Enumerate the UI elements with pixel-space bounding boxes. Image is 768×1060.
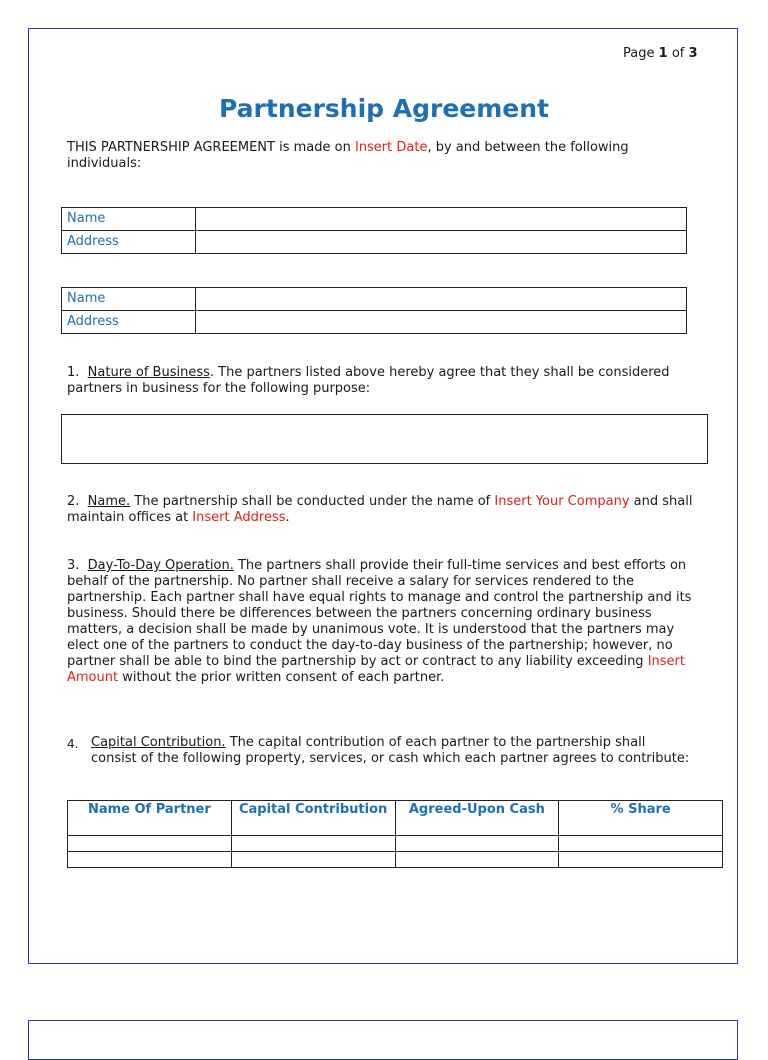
section-3: 3. Day-To-Day Operation. The partners shall provide their full-time services and best efforts on behalf of the partnership. No partner shall receive a salary for services rendered to the partnership. Each partner shall have equal rights to manage and control the partnership and its business. Should there be differences between the partners concerning ordinary business matters, a decision shall be made by unanimous vote. It is understood that the partners may elect one of the partners to conduct the day-to-day business of the partnership; however, no partner shall be able to bind the partnership by act or contract to any liability exceeding Insert Amount without the prior written consent of each partner. <box>67 558 692 685</box>
partner-address-field[interactable] <box>196 311 687 334</box>
partner-address-field[interactable] <box>196 231 687 254</box>
partner-address-label: Address <box>62 231 196 254</box>
table-row <box>62 288 687 311</box>
table-cell[interactable] <box>68 836 232 852</box>
section-1: 1. Nature of Business. The partners listed above hereby agree that they shall be considered partners in business for the following purpose: <box>67 365 670 396</box>
company-placeholder[interactable]: Insert Your Company <box>494 494 630 509</box>
section-4: Capital Contribution. The capital contribution of each partner to the partnership shall consist of the following property, services, or cash which each partner agrees to contribute: <box>91 735 690 766</box>
business-purpose-box[interactable] <box>61 414 708 464</box>
page-number: Page 1 of 3 <box>623 46 698 61</box>
section-3-heading: Day-To-Day Operation. <box>87 558 234 573</box>
section-1-heading: Nature of Business <box>87 365 210 380</box>
section-4-number: 4. <box>67 737 79 751</box>
document-page <box>28 28 738 964</box>
next-page-edge <box>28 1020 738 1060</box>
section-4-heading: Capital Contribution. <box>91 735 226 750</box>
table-cell[interactable] <box>231 852 395 868</box>
column-header: Capital Contribution <box>231 801 395 836</box>
table-row <box>62 231 687 254</box>
table-row <box>68 836 723 852</box>
table-cell[interactable] <box>559 836 723 852</box>
table-cell[interactable] <box>559 852 723 868</box>
capital-contribution-table <box>67 800 723 868</box>
section-2: 2. Name. The partnership shall be conducted under the name of Insert Your Company and shall maintain offices at Insert Address. <box>67 494 693 525</box>
column-header: Name Of Partner <box>68 801 232 836</box>
table-cell[interactable] <box>395 852 559 868</box>
table-row <box>62 311 687 334</box>
table-cell[interactable] <box>68 852 232 868</box>
table-row <box>62 208 687 231</box>
column-header: Agreed-Upon Cash <box>395 801 559 836</box>
table-row <box>68 852 723 868</box>
partner-name-field[interactable] <box>196 208 687 231</box>
partner-name-label: Name <box>62 288 196 311</box>
partner-address-label: Address <box>62 311 196 334</box>
amount-placeholder[interactable]: Insert Amount <box>67 654 685 685</box>
table-cell[interactable] <box>231 836 395 852</box>
section-2-heading: Name. <box>87 494 131 509</box>
table-header-row <box>68 801 723 836</box>
column-header: % Share <box>559 801 723 836</box>
document-title: Partnership Agreement <box>219 94 549 123</box>
partner-name-field[interactable] <box>196 288 687 311</box>
intro-paragraph: THIS PARTNERSHIP AGREEMENT is made on Insert Date, by and between the following individuals: <box>67 140 629 171</box>
partner-table-2 <box>61 287 687 334</box>
partner-table-1 <box>61 207 687 254</box>
table-cell[interactable] <box>395 836 559 852</box>
partner-name-label: Name <box>62 208 196 231</box>
address-placeholder[interactable]: Insert Address <box>192 510 286 525</box>
date-placeholder[interactable]: Insert Date <box>354 140 428 155</box>
